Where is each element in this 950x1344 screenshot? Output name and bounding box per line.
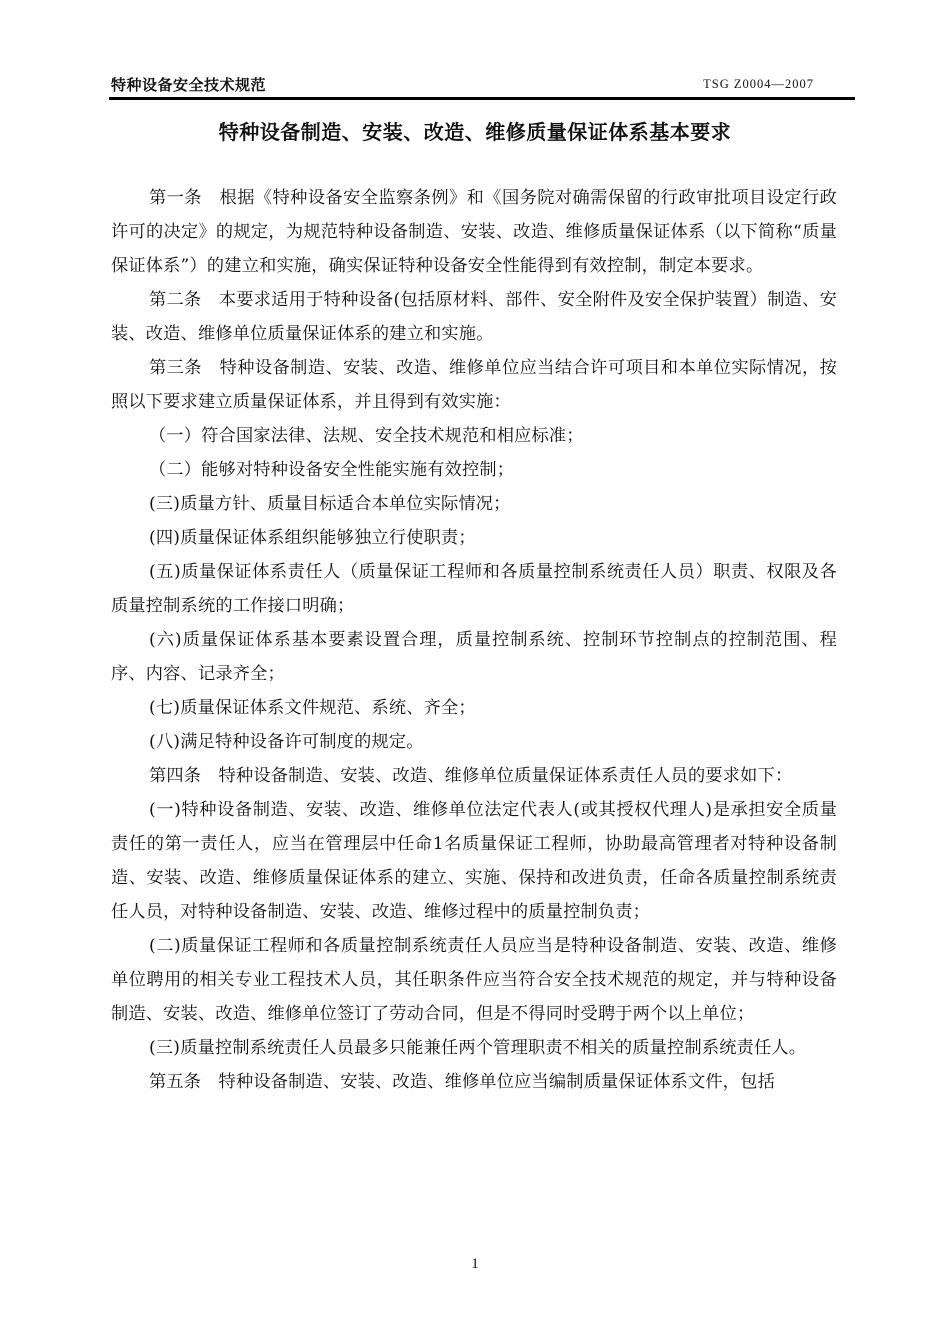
list-item-3-7: (七)质量保证体系文件规范、系统、齐全；: [149, 698, 476, 718]
header-spec-title: 特种设备安全技术规范: [111, 76, 267, 94]
header-rule: [109, 97, 855, 100]
list-item-3-8: (八)满足特种设备许可制度的规定。: [149, 732, 424, 752]
list-item-3-1: （一）符合国家法律、法规、安全技术规范和相应标准；: [149, 426, 584, 446]
paragraph-article-1: 第一条 根据《特种设备安全监察条例》和《国务院对确需保留的行政审批项目设定行政许可的决定》的规定，为规范特种设备制造、安装、改造、维修质量保证体系（以下简称“质量保证体系”）的建立和实施，确实保证特种设备安全性能得到有效控制，制定本要求。: [111, 188, 837, 276]
document-body: [111, 181, 837, 1099]
paragraph-article-5: 第五条 特种设备制造、安装、改造、维修单位应当编制质量保证体系文件，包括: [149, 1072, 775, 1092]
list-item-4-3: (三)质量控制系统责任人员最多只能兼任两个管理职责不相关的质量控制系统责任人。: [149, 1038, 807, 1058]
document-title: 特种设备制造、安装、改造、维修质量保证体系基本要求: [218, 120, 732, 144]
list-item-3-6: (六)质量保证体系基本要素设置合理，质量控制系统、控制环节控制点的控制范围、程序、内容、记录齐全；: [111, 630, 837, 684]
list-item-4-2: (二)质量保证工程师和各质量控制系统责任人员应当是特种设备制造、安装、改造、维修单位聘用的相关专业工程技术人员，其任职条件应当符合安全技术规范的规定，并与特种设备制造、安装、改造、维修单位签订了劳动合同，但是不得同时受聘于两个以上单位；: [111, 936, 837, 1024]
list-item-3-3: (三)质量方针、质量目标适合本单位实际情况；: [149, 494, 511, 514]
list-item-3-5: (五)质量保证体系责任人（质量保证工程师和各质量控制系统责任人员）职责、权限及各质量控制系统的工作接口明确；: [111, 562, 837, 616]
paragraph-article-4: 第四条 特种设备制造、安装、改造、维修单位质量保证体系责任人员的要求如下：: [149, 766, 793, 786]
header-standard-code: TSG Z0004—2007: [703, 77, 814, 91]
paragraph-article-3: 第三条 特种设备制造、安装、改造、维修单位应当结合许可项目和本单位实际情况，按照以下要求建立质量保证体系，并且得到有效实施：: [111, 358, 837, 412]
list-item-3-4: (四)质量保证体系组织能够独立行使职责；: [149, 528, 476, 548]
paragraph-article-2: 第二条 本要求适用于特种设备(包括原材料、部件、安全附件及安全保护装置）制造、安装、改造、维修单位质量保证体系的建立和实施。: [111, 290, 837, 344]
list-item-3-2: （二）能够对特种设备安全性能实施有效控制；: [149, 460, 515, 480]
list-item-4-1: (一)特种设备制造、安装、改造、维修单位法定代表人(或其授权代理人)是承担安全质量责任的第一责任人，应当在管理层中任命1名质量保证工程师，协助最高管理者对特种设备制造、安装、改造、维修质量保证体系的建立、实施、保持和改进负责，任命各质量控制系统责任人员，对特种设备制造、安装、改造、维修过程中的质量控制负责；: [111, 800, 837, 922]
page-number: 1: [471, 1256, 479, 1272]
